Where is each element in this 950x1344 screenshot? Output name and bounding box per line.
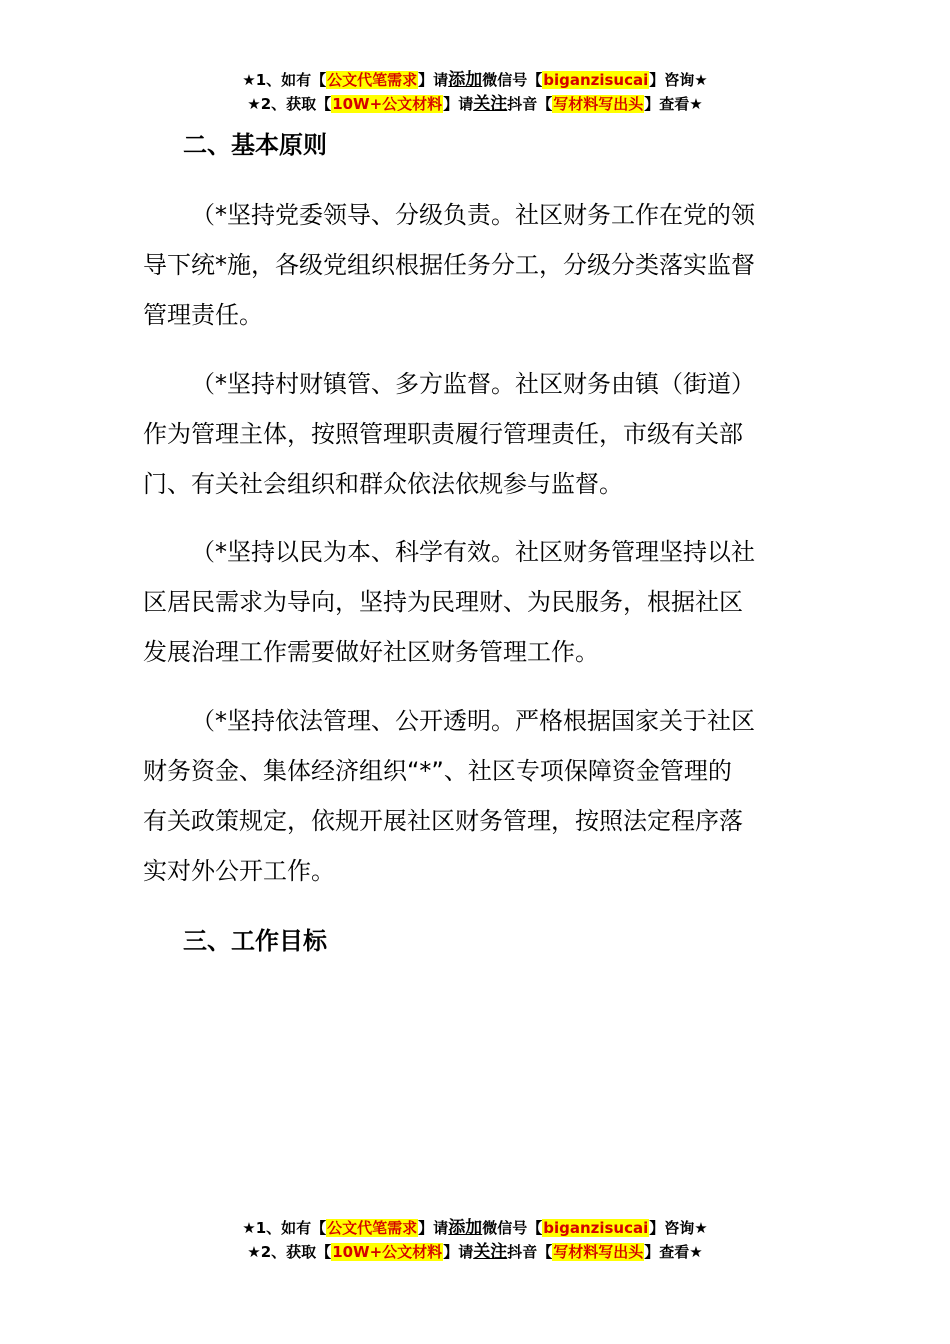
- banner-text: 】查看★: [644, 95, 703, 113]
- paragraph: [143, 527, 803, 677]
- paragraph-line: （*坚持村财镇管、多方监督。社区财务由镇（街道）: [191, 370, 755, 398]
- underlined-follow: 关注: [473, 94, 508, 114]
- paragraph-line: 财务资金、集体经济组织“*”、社区专项保障资金管理的: [143, 757, 732, 785]
- banner-text: 】请: [418, 71, 449, 89]
- banner-text: 】请: [418, 1219, 449, 1237]
- section-heading-goals: 三、工作目标: [183, 927, 327, 955]
- banner-line-1: [0, 68, 950, 92]
- paragraph: [143, 359, 803, 509]
- paragraph-line: 实对外公开工作。: [143, 857, 335, 885]
- paragraph-line: 门、有关社会组织和群众依法依规参与监督。: [143, 470, 623, 498]
- underlined-add: 添加: [448, 70, 483, 90]
- banner-line-2: [0, 92, 950, 116]
- highlight-materials: 10W+公文材料: [332, 1243, 443, 1261]
- paragraph-line: 区居民需求为导向，坚持为民理财、为民服务，根据社区: [143, 588, 743, 616]
- paragraph-line: （*坚持依法管理、公开透明。严格根据国家关于社区: [191, 707, 755, 735]
- highlight-ghostwriting: 公文代笔需求: [327, 1219, 418, 1237]
- banner-text: ★2、获取【: [247, 1243, 332, 1261]
- highlight-douyin-account: 写材料写出头: [553, 1243, 644, 1261]
- banner-text: 】请: [443, 1243, 474, 1261]
- paragraph-line: 发展治理工作需要做好社区财务管理工作。: [143, 638, 599, 666]
- paragraph-line: 有关政策规定，依规开展社区财务管理，按照法定程序落: [143, 807, 743, 835]
- banner-text: 】查看★: [644, 1243, 703, 1261]
- banner-text: 】请: [443, 95, 474, 113]
- banner-text: 抖音【: [507, 1243, 553, 1261]
- paragraph-line: （*坚持以民为本、科学有效。社区财务管理坚持以社: [191, 538, 755, 566]
- banner-line-2: [0, 1240, 950, 1264]
- underlined-follow: 关注: [473, 1242, 508, 1262]
- banner-text: ★2、获取【: [247, 95, 332, 113]
- highlight-materials: 10W+公文材料: [332, 95, 443, 113]
- banner-text: 】咨询★: [649, 1219, 708, 1237]
- banner-line-1: [0, 1216, 950, 1240]
- banner-text: ★1、如有【: [242, 1219, 327, 1237]
- underlined-add: 添加: [448, 1218, 483, 1238]
- header-banner: [0, 68, 950, 116]
- highlight-ghostwriting: 公文代笔需求: [327, 71, 418, 89]
- highlight-douyin-account: 写材料写出头: [553, 95, 644, 113]
- highlight-wechat-id: biganzisucai: [543, 1219, 649, 1237]
- paragraph: [143, 190, 803, 340]
- paragraph: [143, 696, 803, 896]
- paragraph-line: 管理责任。: [143, 301, 263, 329]
- paragraph-line: （*坚持党委领导、分级负责。社区财务工作在党的领: [191, 201, 755, 229]
- section-heading-principles: 二、基本原则: [183, 131, 327, 159]
- banner-text: 微信号【: [482, 1219, 543, 1237]
- banner-text: ★1、如有【: [242, 71, 327, 89]
- paragraph-line: 导下统*施，各级党组织根据任务分工，分级分类落实监督: [143, 251, 755, 279]
- banner-text: 】咨询★: [649, 71, 708, 89]
- highlight-wechat-id: biganzisucai: [543, 71, 649, 89]
- paragraph-line: 作为管理主体，按照管理职责履行管理责任，市级有关部: [143, 420, 743, 448]
- footer-banner: [0, 1216, 950, 1264]
- banner-text: 微信号【: [482, 71, 543, 89]
- banner-text: 抖音【: [507, 95, 553, 113]
